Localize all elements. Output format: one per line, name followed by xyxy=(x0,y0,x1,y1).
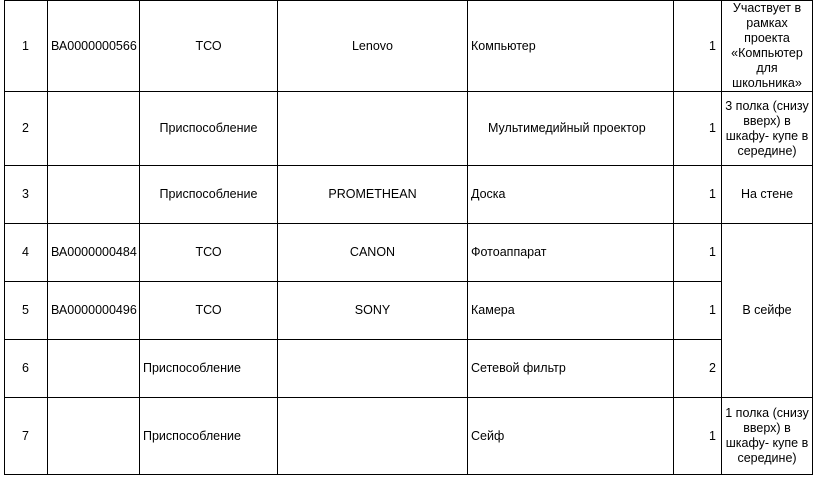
table-row xyxy=(5,1,813,92)
table-row xyxy=(5,92,813,166)
cell-number: 6 xyxy=(5,340,48,398)
cell-inventory-number: ВА0000000484 xyxy=(48,224,140,282)
cell-type: Приспособление xyxy=(140,92,278,166)
cell-quantity: 1 xyxy=(674,224,722,282)
cell-item-name: Сейф xyxy=(468,398,674,475)
cell-note: Участвует в рамках проекта «Компьютер для школьника» xyxy=(722,1,813,92)
cell-number: 3 xyxy=(5,166,48,224)
cell-brand xyxy=(278,398,468,475)
table-row xyxy=(5,340,813,398)
cell-quantity: 1 xyxy=(674,282,722,340)
cell-number: 5 xyxy=(5,282,48,340)
cell-number: 2 xyxy=(5,92,48,166)
cell-item-name: Сетевой фильтр xyxy=(468,340,674,398)
cell-brand xyxy=(278,340,468,398)
cell-note: На стене xyxy=(722,166,813,224)
cell-quantity: 1 xyxy=(674,1,722,92)
cell-note: 3 полка (снизу вверх) в шкафу- купе в середине) xyxy=(722,92,813,166)
cell-type: ТСО xyxy=(140,224,278,282)
cell-type: Приспособление xyxy=(140,398,278,475)
cell-number: 4 xyxy=(5,224,48,282)
cell-inventory-number: ВА0000000566 xyxy=(48,1,140,92)
cell-brand xyxy=(278,92,468,166)
cell-item-name: Мультимедийный проектор xyxy=(468,92,674,166)
cell-inventory-number xyxy=(48,398,140,475)
table-row xyxy=(5,282,813,340)
cell-inventory-number xyxy=(48,166,140,224)
cell-quantity: 1 xyxy=(674,398,722,475)
cell-inventory-number xyxy=(48,340,140,398)
cell-type: ТСО xyxy=(140,282,278,340)
cell-quantity: 1 xyxy=(674,92,722,166)
inventory-table xyxy=(4,0,813,475)
cell-brand: PROMETHEAN xyxy=(278,166,468,224)
cell-type: ТСО xyxy=(140,1,278,92)
cell-brand: Lenovo xyxy=(278,1,468,92)
cell-inventory-number xyxy=(48,92,140,166)
cell-quantity: 2 xyxy=(674,340,722,398)
cell-brand: SONY xyxy=(278,282,468,340)
cell-item-name: Компьютер xyxy=(468,1,674,92)
cell-number: 1 xyxy=(5,1,48,92)
cell-quantity: 1 xyxy=(674,166,722,224)
cell-item-name: Фотоаппарат xyxy=(468,224,674,282)
table-row xyxy=(5,224,813,282)
cell-item-name: Доска xyxy=(468,166,674,224)
cell-item-name: Камера xyxy=(468,282,674,340)
cell-number: 7 xyxy=(5,398,48,475)
cell-note-merged: В сейфе xyxy=(722,224,813,398)
cell-type: Приспособление xyxy=(140,340,278,398)
cell-note: 1 полка (снизу вверх) в шкафу- купе в середине) xyxy=(722,398,813,475)
cell-brand: CANON xyxy=(278,224,468,282)
cell-inventory-number: ВА0000000496 xyxy=(48,282,140,340)
table-row xyxy=(5,166,813,224)
cell-type: Приспособление xyxy=(140,166,278,224)
table-row xyxy=(5,398,813,475)
